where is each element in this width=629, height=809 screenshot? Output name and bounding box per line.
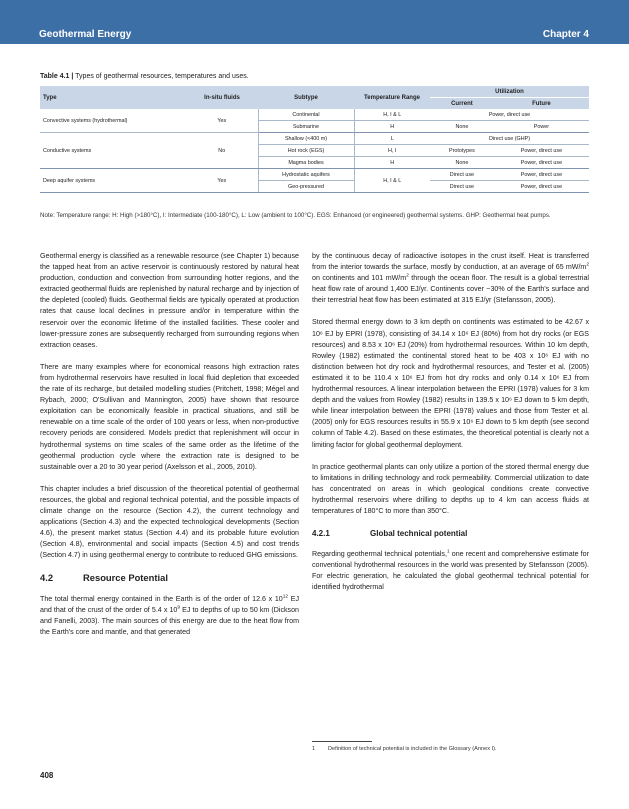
subsection-heading (312, 528, 589, 539)
row-subtype: Submarine (258, 121, 354, 133)
row-subtype: Magma bodies (258, 157, 354, 169)
row-fluids: Yes (186, 109, 258, 133)
row-current: None (430, 121, 494, 133)
paragraph: There are many examples where for economical reasons high extraction rates from hydrothermal reservoirs have resulted in local fluid depletion that exceeded the rate of its recharge, but detailed modelling studies (Pritchett, 1998; Mégel and Rybach, 2000; O'Sullivan and Mannington, 2005) have shown that resource exploitation can be economically feasible in practical situations, and still be renewable on a time scale of the order of 100 years or less, when non-productive recovery periods are considered. Models predict that replenishment will occur in hydrothermal systems on time scales of the same order as the lifetime of the geothermal production cycle where the extraction rate is designed to be sustainable over a 20 to 30 year period (Axelsson et al., 2005, 2010). (40, 362, 299, 471)
row-type: Conductive systems (40, 133, 186, 169)
row-current: Prototypes (430, 145, 494, 157)
col-header-utilization: Utilization (430, 86, 589, 98)
row-subtype: Continental (258, 109, 354, 121)
col-header-temp: Temperature Range (354, 86, 430, 109)
footnote-number: 1 (312, 746, 316, 752)
section-title: Resource Potential (83, 572, 168, 584)
row-temp: H, I & L (354, 169, 430, 193)
row-utilization: Power, direct use (430, 109, 589, 121)
paragraph: In practice geothermal plants can only utilize a portion of the stored thermal energy due to limitations in drilling technology and rock permeability. Commercial utilization to date has concentrated on areas in which geological conditions create convective hydrothermal reservoirs where drilling to depths up to 4 km can access fluids at temperatures of 180°C to more than 350°C. (312, 462, 589, 515)
footnote-rule (312, 741, 372, 742)
row-future: Power, direct use (494, 181, 589, 193)
table-row (40, 133, 589, 145)
table-caption (40, 73, 249, 80)
row-future: Power, direct use (494, 169, 589, 181)
row-current: Direct use (430, 169, 494, 181)
row-subtype: Hydrostatic aquifers (258, 169, 354, 181)
col-header-insitu: In-situ fluids (186, 86, 258, 109)
row-subtype: Shallow (<400 m) (258, 133, 354, 145)
col-header-current: Current (430, 98, 494, 110)
col-header-type: Type (40, 86, 186, 109)
subsection-title: Global technical potential (370, 529, 468, 539)
left-column (40, 251, 299, 649)
row-fluids: Yes (186, 169, 258, 193)
row-fluids: No (186, 133, 258, 169)
row-type: Convective systems (hydrothermal) (40, 109, 186, 133)
row-future: Power, direct use (494, 145, 589, 157)
row-future: Power, direct use (494, 157, 589, 169)
row-temp: H, I (354, 145, 430, 157)
section-heading (40, 572, 299, 583)
page-header (0, 0, 629, 44)
table-note: Note: Temperature range: H: High (>180°C), I: Intermediate (100-180°C), L: Low (ambient to 100°C). EGS: Enhanced (or engineered) geothermal systems. GHP: Geothermal heat pumps. (40, 212, 551, 219)
row-subtype: Hot rock (EGS) (258, 145, 354, 157)
row-temp: H (354, 121, 430, 133)
paragraph: This chapter includes a brief discussion of the theoretical potential of geothermal resources, the global and regional technical potential, and the possible impacts of climate change on the resource (Section 4.2), the current technology and applications (Section 4.3) and the expected technological developments (Section 4.6), the present market status (Section 4.4) and its probable future evolution (Section 4.8), environmental and social impacts (Section 4.5) and cost trends (Section 4.7) in using geothermal energy to contribute to reduced GHG emissions. (40, 484, 299, 560)
row-temp: L (354, 133, 430, 145)
row-future: Power (494, 121, 589, 133)
row-current: None (430, 157, 494, 169)
running-title: Geothermal Energy (39, 29, 132, 40)
subsection-number: 4.2.1 (312, 529, 330, 539)
paragraph: Stored thermal energy down to 3 km depth on continents was estimated to be 42.67 x 10⁶ EJ by EPRI (1978), consisting of 34.14 x 10⁶ EJ (80%) from hot dry rocks (or EGS resources) and 8.53 x 10⁶ EJ (20%) from hydrothermal resources. Within 10 km depth, Rowley (1982) estimated the continental stored heat to be 403 x 10⁶ EJ with no distinction between hot dry rock and hydrothermal resources, and Tester et al. (2005) estimated it to be 110.4 x 10⁶ EJ from hot dry rocks and only 0.14 x 10⁶ EJ from hydrothermal resources. A linear interpolation between the EPRI (1978) values for 3 km depth and the values from Rowley (1982) results in 139.5 x 10⁶ EJ down to 5 km depth, while linear interpolation between the EPRI (1978) values and those from Tester et al. (2005) only for EGS resources results in 55.9 x 10⁶ EJ down to 5 km depth (see second column of Table 4.2). Based on these estimates, the theoretical potential is clearly not a limiting factor for global geothermal deployment. (312, 318, 589, 449)
paragraph: Regarding geothermal technical potentials,$^1$ one recent and comprehensive estimate for conventional hydrothermal resources in the world was presented by Stefansson (2005). For electric generation, he calculated the global geothermal technical potential for identified hydrothermal (312, 549, 589, 592)
row-current: Direct use (430, 181, 494, 193)
section-number: 4.2 (40, 572, 54, 584)
footnote (312, 746, 497, 752)
table-caption-text: Types of geothermal resources, temperatures and uses. (75, 73, 249, 80)
right-column (312, 251, 589, 605)
paragraph: by the continuous decay of radioactive isotopes in the crust itself. Heat is transferred from the interior towards the surface, mostly by conduction, at an average of 65 $mW/m^2$ on continents and 101 $mW/m^2$ through the ocean floor. The result is a global terrestrial heat flow rate of around 1,400 EJ/yr. Continents cover ~30% of the Earth's surface and their terrestrial heat flow has been estimated at 315 EJ/yr (Stefansson, 2005). (312, 252, 589, 305)
chapter-label: Chapter 4 (542, 29, 589, 40)
table-row (40, 109, 589, 121)
row-temp: H (354, 157, 430, 169)
row-temp: H, I & L (354, 109, 430, 121)
col-header-subtype: Subtype (258, 86, 354, 109)
table-caption-label: Table 4.1 | (40, 73, 74, 80)
paragraph: The total thermal energy contained in the Earth is of the order of 12.6 x $10^{12}$ EJ and that of the crust of the order of 5.4 x $10^9$ EJ to depths of up to 50 km (Dickson and Fanelli, 2003). The main sources of this energy are due to the heat flow from the Earth's core and mantle, and that generated (40, 594, 300, 636)
row-subtype: Geo-pressured (258, 181, 354, 193)
paragraph: Geothermal energy is classified as a renewable resource (see Chapter 1) because the tapped heat from an active reservoir is continuously restored by natural heat production, conduction and convection from surrounding hotter regions, and the extracted geothermal fluids are replenished by natural recharge and by injection of the depleted (cooled) fluids. Geothermal fields are typically operated at production rates that cause local declines in pressure and/or in temperature within the reservoir over the economic lifetime of the installed facilities. These cooler and lower-pressure zones are subsequently recharged from surrounding regions when extraction ceases. (40, 252, 299, 349)
col-header-future: Future (494, 98, 589, 110)
geothermal-resources-table (40, 86, 589, 193)
table-row (40, 169, 589, 181)
row-utilization: Direct use (GHP) (430, 133, 589, 145)
row-type: Deep aquifer systems (40, 169, 186, 193)
footnote-text: Definition of technical potential is included in the Glossary (Annex I). (328, 746, 497, 752)
page-number: 408 (40, 771, 54, 780)
